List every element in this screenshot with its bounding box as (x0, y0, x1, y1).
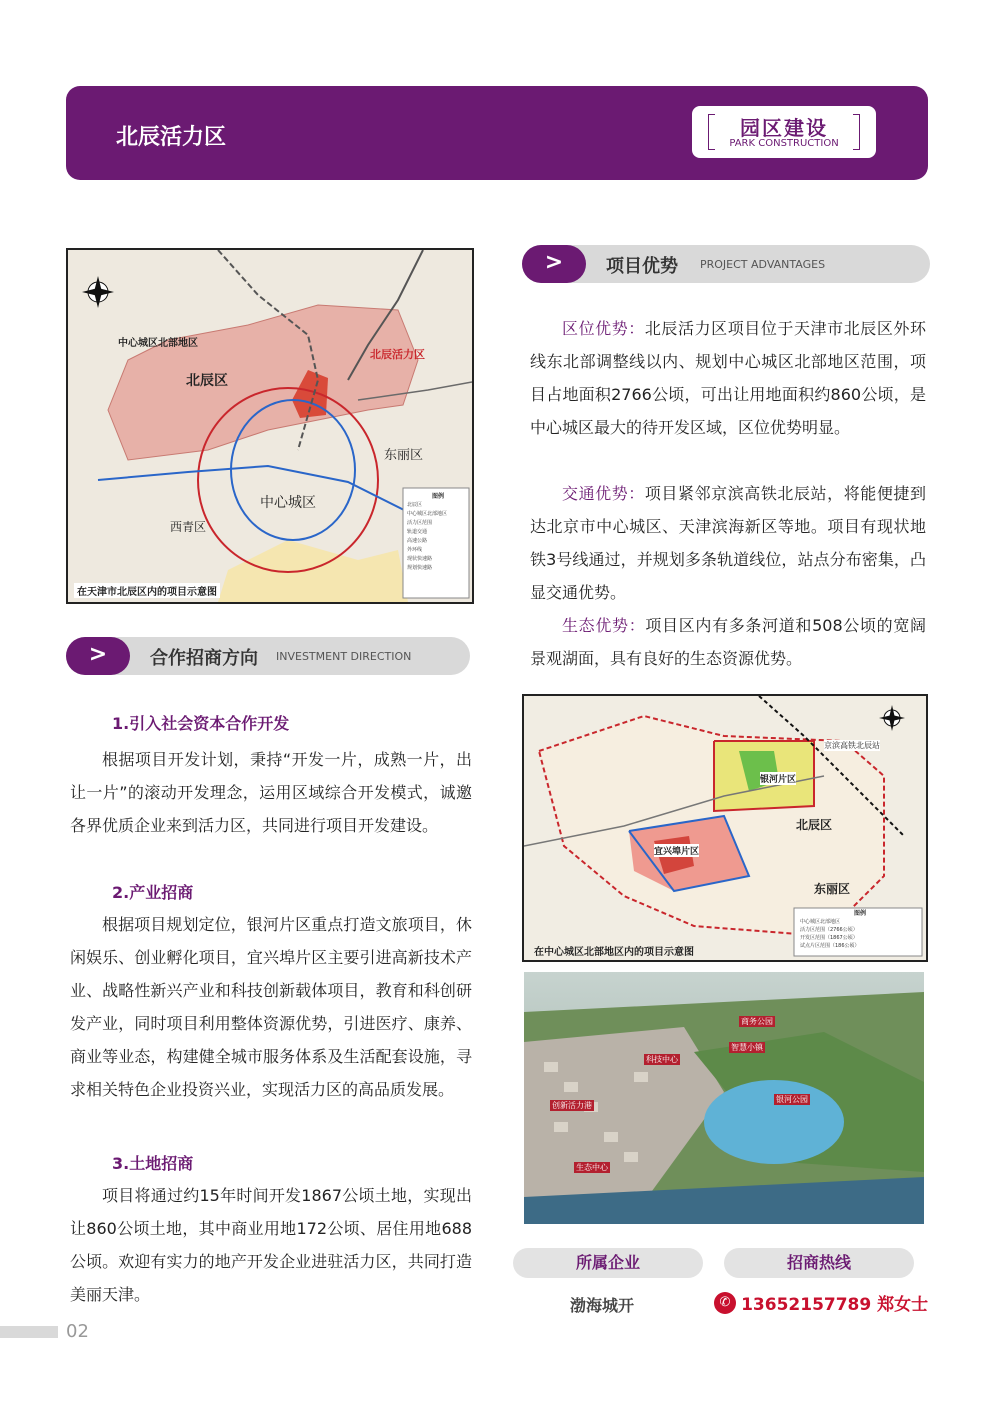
investment-subhead-1: 1.引入社会资本合作开发 (112, 714, 290, 733)
map-caption: 在中心城区北部地区内的项目示意图 (534, 947, 694, 958)
map-label: 东丽区 (814, 882, 851, 896)
ecology-advantage: 生态优势：项目区内有多条河道和508公顷的宽阔景观湖面，具有良好的生态资源优势。 (530, 616, 926, 668)
map-legend: 图例 中心城区北部地区 活力区范围（2766公顷） 开发区范围（1867公顷） 试点片区范围（186公顷） (800, 910, 920, 950)
page-title: 北辰活力区 (116, 125, 227, 150)
map-label: 北辰区 (796, 818, 833, 832)
map-label: 银河片区 (760, 772, 796, 785)
map-label: 中心城区 (260, 495, 316, 511)
hotline-number: 13652157789 郑女士 (741, 1295, 929, 1315)
section-badge (692, 106, 876, 158)
chevron-right-icon: > (66, 637, 130, 675)
location-advantage: 区位优势：北辰活力区项目位于天津市北辰区外环线东北部调整线以内、规划中心城区北部地区范围，项目占地面积2766公顷，可出让用地面积约860公顷，是中心城区最大的待开发区域，区位优势明显。 (530, 319, 926, 437)
aerial-label: 科技中心 (646, 1055, 678, 1064)
badge-title: 园区建设 (740, 116, 828, 140)
aerial-label: 商务公园 (741, 1017, 773, 1026)
map-label: 宜兴埠片区 (654, 844, 699, 857)
investment-text-1: 根据项目开发计划，秉持“开发一片，成熟一片，出让一片”的滚动开发理念，运用区域综合开发模式，诚邀各界优质企业来到活力区，共同进行项目开发建设。 (70, 750, 472, 835)
investment-subhead-3: 3.土地招商 (112, 1154, 194, 1173)
badge-subtitle: PARK CONSTRUCTION (729, 138, 839, 149)
hotline-label: 招商热线 (724, 1248, 914, 1278)
aerial-label: 创新活力港 (552, 1101, 592, 1110)
company-label: 所属企业 (513, 1248, 703, 1278)
legend-title: 图例 (431, 493, 444, 500)
map-label: 北辰活力区 (370, 348, 425, 361)
header-banner (66, 86, 928, 180)
investment-subhead-2: 2.产业招商 (112, 883, 194, 902)
aerial-rendering (524, 972, 924, 1224)
aerial-label: 银河公园 (776, 1095, 808, 1104)
legend-title: 图例 (853, 910, 866, 917)
phone-icon: ✆ (714, 1292, 736, 1314)
map-legend: 图例 北辰区 中心城区北部地区 活力区范围 轨道交通 高速公路 外环线 现状快速路 规划快速路 (407, 492, 469, 573)
investment-heading: > 合作招商方向 INVESTMENT DIRECTION (66, 637, 470, 675)
aerial-label: 智慧小镇 (731, 1043, 763, 1052)
company-name: 渤海城开 (570, 1296, 635, 1315)
investment-text-3: 项目将通过约15年时间开发1867公顷土地，实现出让860公顷土地，其中商业用地172公顷、居住用地688公顷。欢迎有实力的地产开发企业进驻活力区，共同打造美丽天津。 (70, 1186, 472, 1304)
page-number: 02 (66, 1321, 89, 1342)
map-label: 北辰区 (186, 373, 228, 389)
advantages-heading: > 项目优势 PROJECT ADVANTAGES (522, 245, 930, 283)
map-label: 中心城区北部地区 (118, 338, 198, 349)
map-label: 京滨高铁北辰站 (824, 741, 880, 750)
hotline[interactable] (714, 1290, 928, 1316)
beichen-district-map (66, 248, 474, 604)
map-caption: 在天津市北辰区内的项目示意图 (74, 583, 220, 598)
aerial-label: 生态中心 (576, 1163, 608, 1172)
investment-text-2: 根据项目规划定位，银河片区重点打造文旅项目，休闲娱乐、创业孵化项目，宜兴埠片区主要引进高新技术产业、战略性新兴产业和科技创新载体项目，教育和科创研发产业，同时项目利用整体资源优势，引进医疗、康养、商业等业态，构建健全城市服务体系及生活配套设施，寻求相关特色企业投资兴业，实现活力区的高品质发展。 (70, 915, 472, 1099)
map-label: 东丽区 (384, 448, 424, 463)
page-indicator-bar (0, 1326, 58, 1338)
north-area-map (522, 694, 928, 962)
traffic-advantage: 交通优势：项目紧邻京滨高铁北辰站，将能便捷到达北京市中心城区、天津滨海新区等地。项目有现状地铁3号线通过，并规划多条轨道线位，站点分布密集，凸显交通优势。 (530, 484, 926, 602)
chevron-right-icon: > (522, 245, 586, 283)
map-label: 西青区 (170, 520, 207, 534)
